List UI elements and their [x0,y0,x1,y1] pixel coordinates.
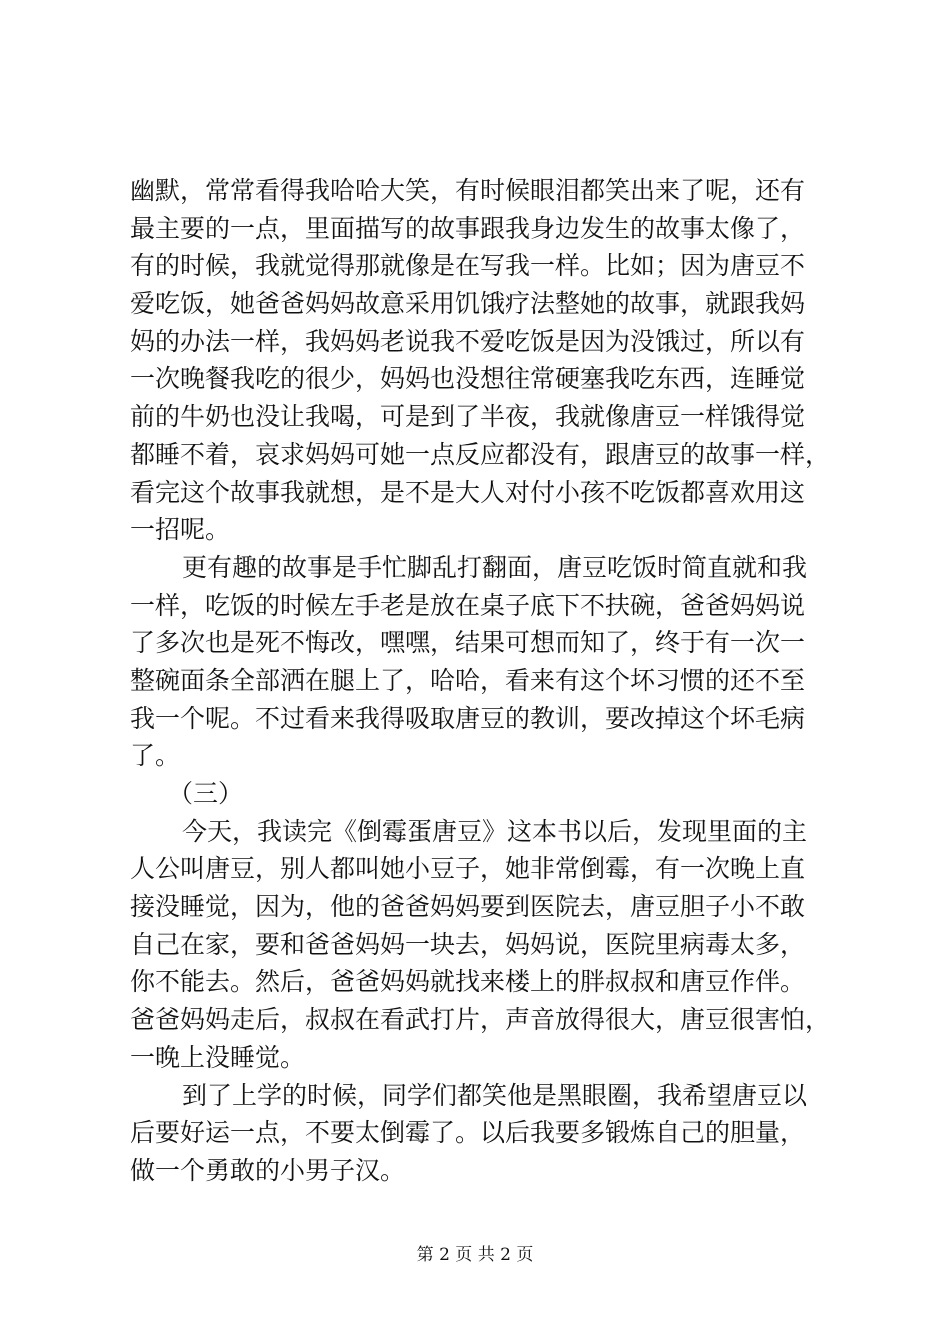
text-line: 你不能去。然后，爸爸妈妈就找来楼上的胖叔叔和唐豆作伴。 [130,967,806,997]
section-heading: （三） [168,779,244,808]
text-line: 有的时候，我就觉得那就像是在写我一样。比如；因为唐豆不 [130,251,806,281]
text-line: 爸爸妈妈走后，叔叔在看武打片，声音放得很大，唐豆很害怕， [130,1005,830,1035]
text-line: 我一个呢。不过看来我得吸取唐豆的教训，要改掉这个坏毛病 [130,703,806,733]
text-line: 了。 [130,741,181,771]
text-line: 整碗面条全部洒在腿上了，哈哈，看来有这个坏习惯的还不至 [130,665,806,695]
paragraph-start-line: 到了上学的时候，同学们都笑他是黑眼圈，我希望唐豆以 [182,1080,808,1110]
text-line: 爱吃饭，她爸爸妈妈故意采用饥饿疗法整她的故事，就跟我妈 [130,289,806,319]
text-line: 后要好运一点，不要太倒霉了。以后我要多锻炼自己的胆量， [130,1118,806,1148]
text-line: 前的牛奶也没让我喝，可是到了半夜，我就像唐豆一样饿得觉 [130,402,806,432]
text-line: 自己在家，要和爸爸妈妈一块去，妈妈说，医院里病毒太多， [130,929,806,959]
document-body [130,172,830,1190]
text-line: 妈的办法一样，我妈妈老说我不爱吃饭是因为没饿过，所以有 [130,326,806,356]
paragraph-start-line: 更有趣的故事是手忙脚乱打翻面，唐豆吃饭时简直就和我 [182,552,808,582]
text-line: 都睡不着，哀求妈妈可她一点反应都没有，跟唐豆的故事一样， [130,439,830,469]
text-line: 做一个勇敢的小男子汉。 [130,1155,406,1185]
text-line: 一样，吃饭的时候左手老是放在桌子底下不扶碗，爸爸妈妈说 [130,590,806,620]
text-line: 一次晚餐我吃的很少，妈妈也没想往常硬塞我吃东西，连睡觉 [130,364,806,394]
paragraph-start-line: 今天，我读完《倒霉蛋唐豆》这本书以后，发现里面的主 [182,816,808,846]
text-line: 人公叫唐豆，别人都叫她小豆子，她非常倒霉，有一次晚上直 [130,854,806,884]
text-line: 幽默，常常看得我哈哈大笑，有时候眼泪都笑出来了呢，还有 [130,176,806,205]
text-line: 一招呢。 [130,515,231,545]
text-line: 看完这个故事我就想，是不是大人对付小孩不吃饭都喜欢用这 [130,477,806,507]
text-line: 了多次也是死不悔改，嘿嘿，结果可想而知了，终于有一次一 [130,628,806,658]
text-line: 接没睡觉，因为，他的爸爸妈妈要到医院去，唐豆胆子小不敢 [130,892,806,922]
text-line: 最主要的一点，里面描写的故事跟我身边发生的故事太像了， [130,213,806,243]
page-footer: 第 2 页 共 2 页 [416,1245,534,1265]
text-line: 一晚上没睡觉。 [130,1042,306,1072]
